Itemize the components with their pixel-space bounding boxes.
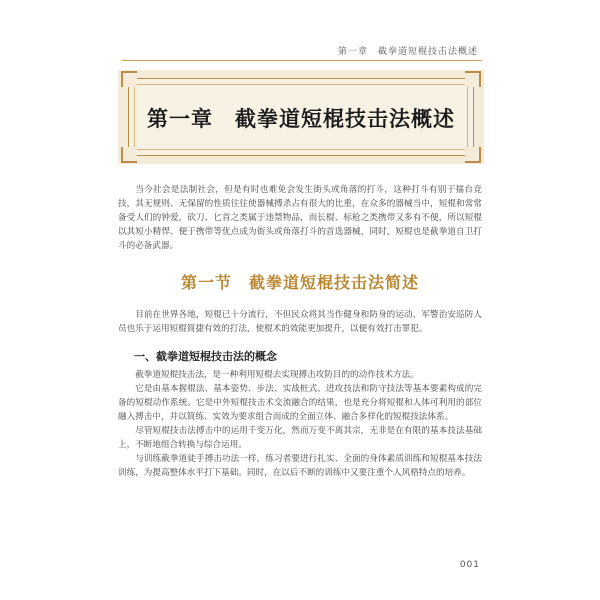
subsection-title: 一、截拳道短棍技击法的概念 — [134, 350, 277, 363]
concept-paragraph: 截拳道短棍技击法，是一种利用短棍去实现搏击攻防目的的动作技术方法。 — [135, 370, 419, 380]
concept-paragraph: 尽管短棍技击法搏击中的运用千变万化，然而万变不离其宗，无非是在有限的基本技法基础上，不断地组合转换与综合运用。 — [118, 426, 482, 450]
chapter-banner — [118, 70, 484, 164]
concept-paragraphs — [118, 368, 482, 480]
page-number: 001 — [459, 560, 480, 570]
section-paragraph-block — [118, 308, 482, 336]
intro-paragraph-block — [118, 183, 482, 253]
running-head: 第一章 截拳道短棍技击法概述 — [337, 47, 478, 57]
corner-ornament-icon — [121, 147, 137, 163]
corner-ornament-icon — [465, 147, 481, 163]
intro-paragraph: 当今社会是法制社会，但是有时也难免会发生街头或角落的打斗，这种打斗有别于擂台竞技，其无规则、无保留的性质往往使器械搏杀占有很大的比重，在众多的器械当中，短棍和常常备受人们的钟爱，砍刀、匕首之类属于违禁物品，而长棍、标枪之类携带又多有不便，所以短棍以其短小精悍、便于携带等优点成为街头或角落打斗的首选器械，同时，短棍也是截拳道自卫打斗的必备武器。 — [118, 185, 482, 251]
concept-paragraph: 与训练截拳道徒手搏击功法一样，练习者要进行扎实、全面的身体素质训练和短棍基本技法训练，为提高整体水平打下基础。同时，在以后不断的训练中又要注重个人风格特点的培养。 — [118, 454, 482, 478]
section-paragraph: 目前在世界各地，短棍已十分流行，不但民众将其当作健身和防身的运动，军警治安巡防人员也乐于运用短棍简捷有效的打法，使棍术的效能更加提升，以便有效打击罪犯。 — [118, 310, 482, 334]
concept-paragraph: 它是由基本握棍法、基本姿势、步法、实战桩式、进攻技法和防守技法等基本要素构成的完备的短棍动作系统。它是中外短棍技击术交流融合的结果，也是充分将短棍和人体可利用的部位融入搏击中，并以简练、实效为要求组合而成的全面立体、融合多样化的短棍技法体系。 — [118, 384, 482, 422]
section-title: 第一节 截拳道短棍技击法简述 — [180, 273, 419, 292]
header-rule — [122, 60, 482, 61]
corner-ornament-icon — [465, 71, 481, 87]
corner-ornament-icon — [121, 71, 137, 87]
chapter-title: 第一章 截拳道短棍技击法概述 — [147, 107, 455, 131]
